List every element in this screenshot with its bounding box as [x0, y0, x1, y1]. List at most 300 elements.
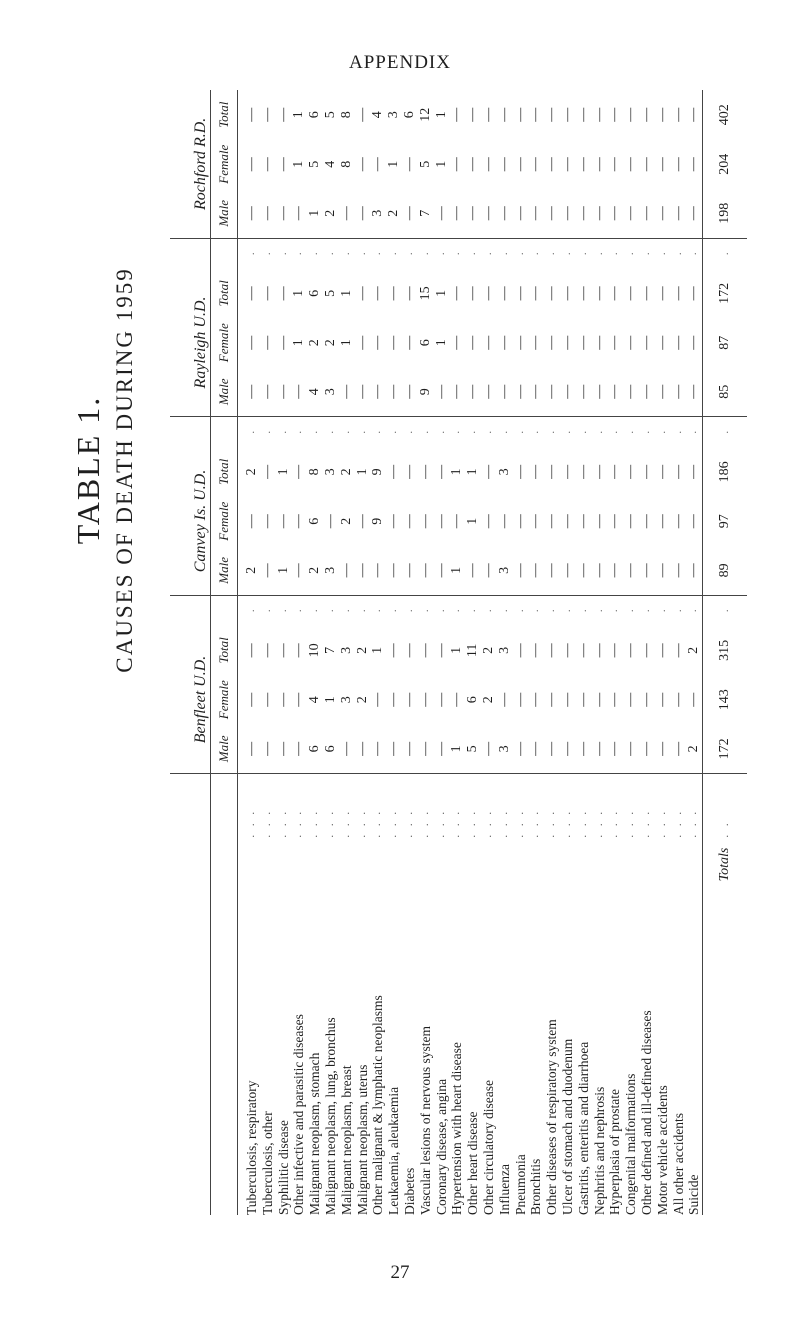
- table-cell: —: [655, 546, 671, 595]
- table-cell: 3: [497, 546, 513, 595]
- group-separator-dots: .: [434, 609, 447, 613]
- table-cell: —: [560, 367, 576, 416]
- table-cell: —: [401, 157, 417, 172]
- table-cell: —: [655, 189, 671, 238]
- table-cell: 1: [386, 160, 402, 168]
- table-cell: —: [386, 367, 402, 416]
- table-cell: 1: [449, 646, 465, 654]
- table-cell: 1: [307, 189, 323, 238]
- table-cell: —: [244, 643, 259, 658]
- table-cell: —: [512, 692, 528, 707]
- table-cell: 1: [338, 339, 354, 347]
- table-cell: —: [528, 107, 544, 122]
- table-cell: 6: [417, 339, 433, 347]
- table-cell: —: [339, 189, 355, 238]
- table-cell: —: [670, 157, 686, 172]
- group-separator-dots: .: [418, 430, 431, 434]
- table-cell: —: [512, 286, 528, 301]
- table-cell: —: [417, 514, 433, 529]
- table-cell: —: [560, 546, 576, 595]
- cause-label: All other accidents: [670, 1113, 686, 1215]
- table-cell: —: [654, 514, 670, 529]
- table-cell: —: [686, 335, 702, 350]
- table-cell: —: [528, 643, 544, 658]
- group-separator-dots: .: [639, 430, 652, 434]
- table-cell: —: [654, 107, 670, 122]
- table-cell: —: [544, 107, 560, 122]
- table-cell: —: [481, 546, 497, 595]
- leader-dots: . . .: [560, 808, 573, 838]
- table-cell: —: [623, 157, 639, 172]
- table-cell: —: [623, 724, 639, 773]
- group-separator-dots: .: [529, 252, 542, 256]
- table-cell: —: [260, 189, 276, 238]
- table-cell: —: [386, 643, 402, 658]
- table-cell: —: [291, 546, 307, 595]
- table-cell: —: [654, 286, 670, 301]
- table-cell: 4: [307, 367, 323, 416]
- group-separator-dots: .: [497, 252, 510, 256]
- table-cell: 2: [354, 646, 370, 654]
- table-cell: —: [513, 367, 529, 416]
- group-separator-dots: .: [592, 430, 605, 434]
- table-cell: —: [260, 546, 276, 595]
- group-separator-dots: .: [687, 252, 700, 256]
- table-cell: —: [481, 724, 497, 773]
- leader-dots: . . .: [497, 808, 510, 838]
- table-cell: —: [275, 157, 291, 172]
- group-separator-dots: .: [355, 609, 368, 613]
- table-cell: 2: [338, 517, 354, 525]
- table-cell: 2: [323, 189, 339, 238]
- table-cell: —: [638, 514, 654, 529]
- group-separator-dots: .: [608, 252, 621, 256]
- leader-dots: . . .: [466, 808, 479, 838]
- table-cell: —: [417, 464, 433, 479]
- table-cell: —: [275, 514, 291, 529]
- table-cell: —: [671, 367, 687, 416]
- group-separator-dots: .: [687, 609, 700, 613]
- table-cell: —: [449, 692, 465, 707]
- table-cell: —: [528, 286, 544, 301]
- table-cell: —: [512, 464, 528, 479]
- group-separator-dots: .: [323, 609, 336, 613]
- table-cell: —: [259, 157, 275, 172]
- group-separator-dots: .: [703, 417, 748, 447]
- table-cell: —: [238, 367, 260, 416]
- table-cell: —: [528, 692, 544, 707]
- group-separator-dots: .: [434, 252, 447, 256]
- table-cell: —: [512, 335, 528, 350]
- table-cell: —: [607, 692, 623, 707]
- table-cell: —: [686, 464, 702, 479]
- table-cell: —: [607, 335, 623, 350]
- group-separator-dots: .: [308, 609, 321, 613]
- table-cell: —: [623, 286, 639, 301]
- table-cell: —: [434, 546, 450, 595]
- group-separator-dots: .: [639, 252, 652, 256]
- group-separator-dots: .: [339, 252, 352, 256]
- table-cell: —: [544, 546, 560, 595]
- table-cell: 2: [480, 646, 496, 654]
- table-cell: —: [544, 692, 560, 707]
- cause-label: Other infective and parasitic diseases: [291, 1014, 307, 1215]
- group-separator-dots: .: [545, 430, 558, 434]
- group-separator-dots: .: [481, 609, 494, 613]
- table-cell: —: [591, 335, 607, 350]
- group-separator-dots: .: [608, 609, 621, 613]
- table-cell: 2: [238, 546, 260, 595]
- table-cell: —: [259, 692, 275, 707]
- group-separator-dots: .: [529, 609, 542, 613]
- leader-dots: . . .: [245, 808, 257, 838]
- table-cell: —: [670, 514, 686, 529]
- table-cell: —: [291, 464, 307, 479]
- female-header: Female: [211, 140, 238, 189]
- table-cell: 5: [322, 289, 338, 297]
- table-cell: 2: [354, 696, 370, 704]
- table-cell: —: [480, 514, 496, 529]
- table-row: [339, 90, 355, 1215]
- cause-label: Ulcer of stomach and duodenum: [559, 1038, 575, 1215]
- total-header: Total: [211, 447, 238, 496]
- table-cell: —: [528, 157, 544, 172]
- table-cell: —: [559, 335, 575, 350]
- leader-dots: . . .: [387, 808, 400, 838]
- table-cell: —: [544, 643, 560, 658]
- table-cell: —: [355, 189, 371, 238]
- group-separator-dots: .: [671, 252, 684, 256]
- table-cell: —: [544, 157, 560, 172]
- group-separator-dots: .: [466, 609, 479, 613]
- table-cell: 1: [338, 289, 354, 297]
- table-cell: —: [575, 335, 591, 350]
- table-cell: 1: [449, 546, 465, 595]
- table-cell: —: [370, 335, 386, 350]
- table-cell: —: [575, 514, 591, 529]
- table-cell: —: [481, 189, 497, 238]
- table-row: [323, 90, 339, 1215]
- table-cell: —: [655, 724, 671, 773]
- table-cell: —: [275, 286, 291, 301]
- table-cell: 5: [417, 160, 433, 168]
- group-separator-dots: .: [671, 609, 684, 613]
- table-cell: —: [386, 286, 402, 301]
- table-cell: —: [259, 286, 275, 301]
- table-cell: —: [260, 724, 276, 773]
- table-cell: —: [686, 367, 702, 416]
- table-cell: —: [591, 643, 607, 658]
- table-cell: —: [654, 335, 670, 350]
- group-separator-dots: .: [339, 430, 352, 434]
- group-separator-dots: .: [624, 430, 637, 434]
- table-cell: 1: [433, 111, 449, 119]
- table-cell: 6: [307, 517, 323, 525]
- table-cell: —: [244, 692, 259, 707]
- table-cell: 4: [370, 111, 386, 119]
- table-row: [607, 90, 623, 1215]
- table-cell: —: [275, 692, 291, 707]
- table-cell: —: [607, 643, 623, 658]
- table-cell: —: [322, 514, 338, 529]
- table-cell: —: [259, 335, 275, 350]
- group-separator-dots: .: [323, 252, 336, 256]
- cause-label: Hypertension with heart disease: [449, 1042, 465, 1215]
- table-cell: 3: [323, 367, 339, 416]
- table-cell: 3: [338, 646, 354, 654]
- table-cell: 7: [322, 646, 338, 654]
- table-cell: —: [638, 335, 654, 350]
- table-cell: 315: [703, 626, 748, 675]
- group-separator-dots: .: [655, 430, 668, 434]
- leader-dots: . . .: [576, 808, 589, 838]
- table-cell: —: [260, 367, 276, 416]
- table-cell: —: [607, 157, 623, 172]
- table-cell: —: [528, 464, 544, 479]
- leader-dots: . . .: [592, 808, 605, 838]
- table-label: TABLE 1.: [70, 395, 106, 545]
- table-cell: —: [559, 286, 575, 301]
- table-cell: —: [576, 546, 592, 595]
- table-cell: —: [544, 335, 560, 350]
- cause-label: Bronchitis: [528, 1158, 544, 1215]
- table-cell: 1: [449, 468, 465, 476]
- total-header: Total: [211, 626, 238, 675]
- group-separator-dots: .: [624, 609, 637, 613]
- table-row: [307, 90, 323, 1215]
- table-cell: 2: [322, 339, 338, 347]
- table-cell: —: [276, 367, 292, 416]
- table-cell: —: [607, 464, 623, 479]
- table-cell: —: [244, 335, 259, 350]
- leader-dots: . . .: [339, 808, 352, 838]
- table-cell: —: [559, 643, 575, 658]
- leader-dots: . . .: [292, 808, 305, 838]
- table-cell: 3: [496, 468, 512, 476]
- table-cell: —: [465, 367, 481, 416]
- district-header: Rayleigh U.D.: [170, 269, 211, 417]
- table-cell: —: [259, 514, 275, 529]
- female-header: Female: [211, 318, 238, 367]
- table-cell: —: [481, 367, 497, 416]
- table-cell: —: [686, 514, 702, 529]
- table-cell: 3: [323, 546, 339, 595]
- table-cell: —: [638, 286, 654, 301]
- cause-label: Other heart disease: [465, 1111, 481, 1215]
- table-cell: 2: [244, 468, 259, 476]
- table-cell: —: [544, 514, 560, 529]
- table-cell: —: [639, 724, 655, 773]
- cause-label: Malignant neoplasm, stomach: [307, 1052, 323, 1215]
- table-cell: 3: [370, 189, 386, 238]
- table-cell: —: [559, 107, 575, 122]
- table-cell: —: [512, 514, 528, 529]
- group-separator-dots: .: [592, 609, 605, 613]
- table-cell: —: [480, 335, 496, 350]
- table-cell: —: [418, 546, 434, 595]
- table-cell: —: [670, 107, 686, 122]
- leader-dots: . . .: [355, 808, 368, 838]
- group-separator-dots: .: [260, 609, 273, 613]
- table-cell: —: [244, 107, 259, 122]
- table-cell: 87: [703, 318, 748, 367]
- group-separator-dots: .: [513, 609, 526, 613]
- table-cell: —: [654, 464, 670, 479]
- table-cell: 1: [276, 546, 292, 595]
- table-cell: —: [291, 692, 307, 707]
- table-cell: —: [671, 189, 687, 238]
- table-cell: —: [591, 157, 607, 172]
- cause-label: Motor vehicle accidents: [654, 1085, 670, 1215]
- leader-dots: . . .: [624, 808, 637, 838]
- table-cell: 8: [307, 468, 323, 476]
- table-cell: —: [513, 724, 529, 773]
- table-cell: —: [449, 367, 465, 416]
- table-cell: —: [607, 107, 623, 122]
- group-separator-dots: .: [545, 252, 558, 256]
- table-cell: 3: [386, 111, 402, 119]
- table-cell: —: [686, 692, 702, 707]
- table-cell: —: [575, 157, 591, 172]
- table-cell: —: [670, 286, 686, 301]
- cause-label: Other defined and ill-defined diseases: [638, 1010, 654, 1215]
- table-cell: —: [275, 643, 291, 658]
- group-separator-dots: .: [560, 252, 573, 256]
- table-cell: —: [449, 189, 465, 238]
- table-cell: 3: [322, 468, 338, 476]
- table-cell: —: [449, 335, 465, 350]
- group-separator-dots: .: [545, 609, 558, 613]
- table-cell: —: [496, 514, 512, 529]
- cause-label: Syphilitic disease: [275, 1120, 291, 1215]
- table-cell: —: [607, 189, 623, 238]
- table-cell: —: [528, 724, 544, 773]
- table-cell: —: [401, 286, 417, 301]
- cause-label: Nephritis and nephrosis: [591, 1086, 607, 1215]
- table-cell: 1: [433, 160, 449, 168]
- table-cell: —: [638, 107, 654, 122]
- table-cell: —: [607, 367, 623, 416]
- table-cell: —: [623, 692, 639, 707]
- group-separator-dots: .: [371, 609, 384, 613]
- leader-dots: . . .: [671, 808, 684, 838]
- table-cell: —: [591, 464, 607, 479]
- group-separator-dots: .: [339, 609, 352, 613]
- group-separator-dots: .: [245, 430, 257, 434]
- table-cell: —: [370, 286, 386, 301]
- group-separator-dots: .: [387, 430, 400, 434]
- group-separator-dots: .: [276, 430, 289, 434]
- table-cell: 4: [322, 160, 338, 168]
- group-separator-dots: .: [402, 252, 415, 256]
- table-cell: —: [370, 724, 386, 773]
- table-cell: —: [276, 189, 292, 238]
- table-cell: 2: [307, 546, 323, 595]
- table-cell: —: [402, 189, 418, 238]
- cause-label: Tuberculosis, other: [259, 1111, 275, 1215]
- table-row: [671, 90, 687, 1215]
- table-cell: —: [592, 189, 608, 238]
- table-cell: —: [354, 514, 370, 529]
- table-cell: 3: [338, 696, 354, 704]
- table-cell: —: [654, 692, 670, 707]
- table-cell: —: [433, 643, 449, 658]
- leader-dots: . . .: [260, 808, 273, 838]
- table-cell: —: [370, 367, 386, 416]
- group-separator-dots: .: [355, 252, 368, 256]
- causes-of-death-table-wrapper: [170, 90, 733, 1215]
- table-cell: —: [544, 367, 560, 416]
- table-cell: —: [544, 286, 560, 301]
- table-cell: 1: [354, 468, 370, 476]
- group-separator-dots: .: [434, 430, 447, 434]
- table-cell: —: [559, 464, 575, 479]
- cause-label: Malignant neoplasm, breast: [338, 1065, 354, 1215]
- table-cell: 6: [307, 111, 323, 119]
- group-separator-dots: .: [576, 252, 589, 256]
- table-cell: 2: [686, 646, 702, 654]
- cause-label: Influenza: [496, 1164, 512, 1215]
- group-separator-dots: .: [560, 430, 573, 434]
- group-separator-dots: .: [292, 252, 305, 256]
- table-cell: —: [465, 546, 481, 595]
- group-separator-dots: .: [292, 609, 305, 613]
- table-cell: —: [480, 464, 496, 479]
- table-cell: —: [638, 643, 654, 658]
- table-cell: —: [401, 643, 417, 658]
- group-separator-dots: .: [655, 252, 668, 256]
- table-cell: —: [259, 107, 275, 122]
- group-separator-dots: .: [245, 609, 257, 613]
- table-cell: 89: [703, 546, 748, 595]
- cause-label: Hyperplasia of prostate: [607, 1089, 623, 1215]
- group-separator-dots: .: [260, 252, 273, 256]
- table-cell: 10: [307, 643, 323, 658]
- group-separator-dots: .: [687, 430, 700, 434]
- table-cell: 6: [465, 696, 481, 704]
- table-cell: —: [639, 367, 655, 416]
- group-separator-dots: .: [323, 430, 336, 434]
- table-cell: 3: [497, 724, 513, 773]
- leader-dots: . . .: [655, 808, 668, 838]
- table-cell: —: [576, 189, 592, 238]
- group-separator-dots: .: [513, 430, 526, 434]
- table-cell: —: [686, 286, 702, 301]
- table-cell: —: [544, 189, 560, 238]
- district-header: Benfleet U.D.: [170, 626, 211, 774]
- table-cell: —: [670, 643, 686, 658]
- table-cell: —: [386, 335, 402, 350]
- district-header-row: [170, 90, 211, 1215]
- table-cell: —: [607, 546, 623, 595]
- group-separator-dots: .: [703, 238, 748, 268]
- group-separator-dots: .: [671, 430, 684, 434]
- table-cell: —: [575, 643, 591, 658]
- table-cell: 204: [703, 140, 748, 189]
- table-cell: —: [655, 367, 671, 416]
- table-row: [434, 90, 450, 1215]
- male-header: Male: [211, 724, 238, 773]
- table-cell: —: [465, 286, 481, 301]
- table-cell: —: [386, 724, 402, 773]
- table-cell: 2: [686, 724, 702, 773]
- table-row: [592, 90, 608, 1215]
- table-cell: —: [339, 546, 355, 595]
- table-cell: 172: [703, 269, 748, 318]
- table-cell: —: [607, 286, 623, 301]
- table-cell: —: [433, 464, 449, 479]
- table-cell: 6: [401, 111, 417, 119]
